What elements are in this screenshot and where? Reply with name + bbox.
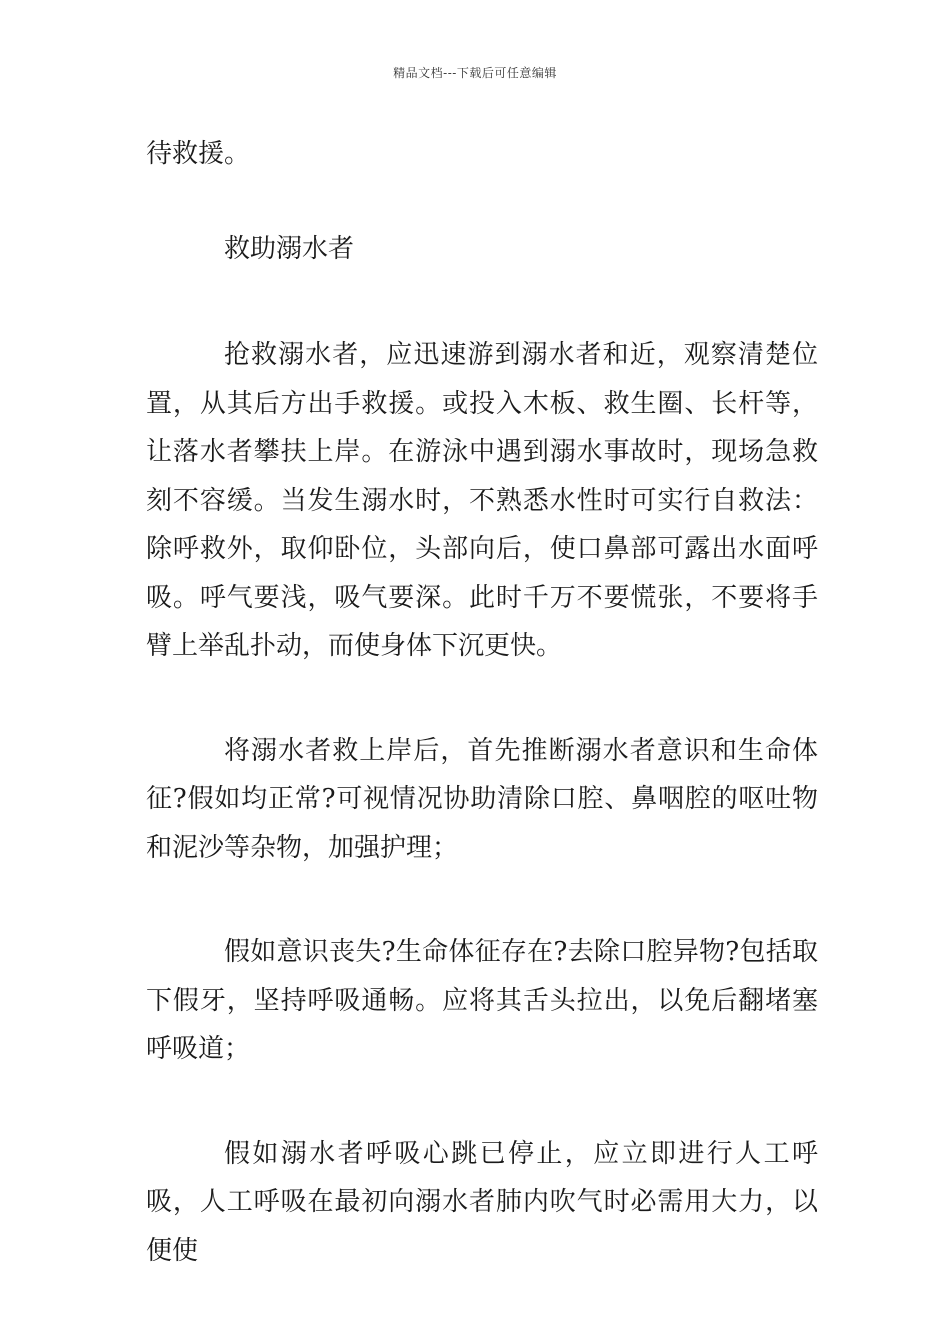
- page-header: 精品文档---下载后可任意编辑: [393, 66, 557, 80]
- paragraph-rescue-method: 抢救溺水者，应迅速游到溺水者和近，观察清楚位置，从其后方出手救援。或投入木板、救生圈、长杆等，让落水者攀扶上岸。在游泳中遇到溺水事故时，现场急救刻不容缓。当发生溺水时，不熟悉水性时可实行自救法：除呼救外，取仰卧位，头部向后，使口鼻部可露出水面呼吸。呼气要浅，吸气要深。此时千万不要慌张，不要将手臂上举乱扑动，而使身体下沉更快。: [146, 340, 818, 661]
- paragraph-cpr: 假如溺水者呼吸心跳已停止，应立即进行人工呼吸，人工呼吸在最初向溺水者肺内吹气时必需用大力，以便使: [146, 1138, 818, 1266]
- document-body: [146, 130, 818, 1275]
- paragraph-after-rescue: 将溺水者救上岸后，首先推断溺水者意识和生命体征?假如均正常?可视情况协助清除口腔、鼻咽腔的呕吐物和泥沙等杂物，加强护理；: [146, 735, 818, 863]
- section-heading: 救助溺水者: [224, 233, 355, 264]
- continuation-text: 待救援。: [146, 139, 251, 169]
- paragraph-unconscious: 假如意识丧失?生命体征存在?去除口腔异物?包括取下假牙，坚持呼吸通畅。应将其舌头拉出，以免后翻堵塞呼吸道；: [146, 937, 818, 1064]
